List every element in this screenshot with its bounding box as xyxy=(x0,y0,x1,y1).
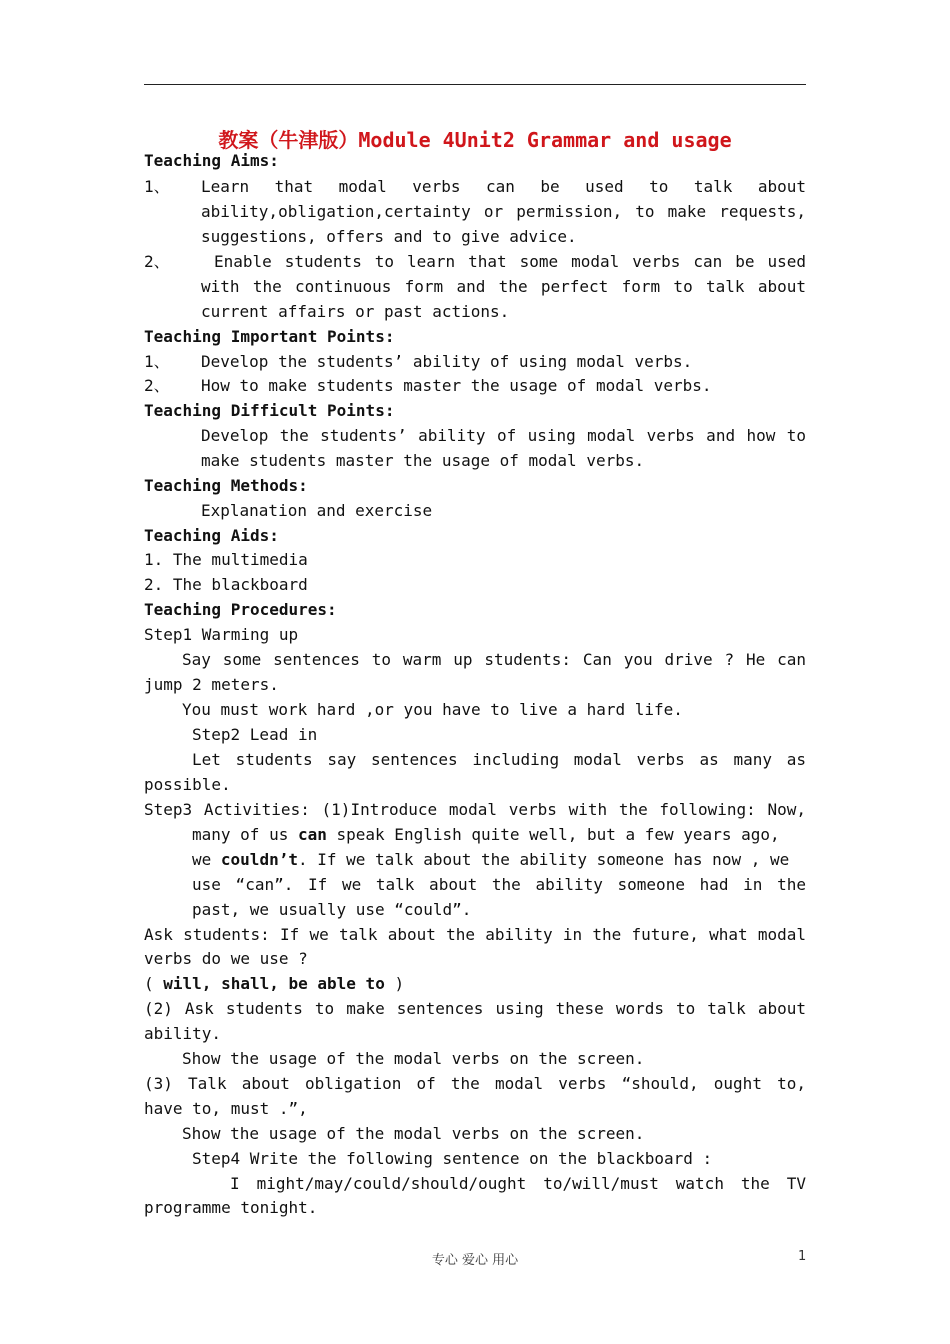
step3-line-1: Step3 Activities: (1)Introduce modal verbs with the following: Now, xyxy=(144,800,806,819)
step2-line-2: possible. xyxy=(144,775,231,794)
step3-line-5: past, we usually use “could”. xyxy=(192,900,472,919)
step3-line-3-a: we xyxy=(192,850,221,869)
part3-line-2: have to, must .”, xyxy=(144,1099,308,1118)
aims-item-2-number: 2、 xyxy=(144,252,170,271)
difficult-line-1: Develop the students’ ability of using modal verbs and how to xyxy=(201,426,806,445)
modal-can: can xyxy=(297,825,327,844)
aims-item-2-line-3: current affairs or past actions. xyxy=(201,302,510,321)
important-item-1-number: 1、 xyxy=(144,352,170,371)
ask-line-2: verbs do we use ? xyxy=(144,949,308,968)
difficult-heading: Teaching Difficult Points: xyxy=(144,401,395,420)
aids-item-2: 2. The blackboard xyxy=(144,575,308,594)
important-item-2-number: 2、 xyxy=(144,376,170,395)
aims-item-1-number: 1、 xyxy=(144,177,170,196)
aims-heading: Teaching Aims: xyxy=(144,151,279,170)
ask-answer-words: will, shall, be able to xyxy=(163,974,385,993)
methods-text: Explanation and exercise xyxy=(201,501,433,520)
footer-motto: 专心 爱心 用心 xyxy=(431,1253,519,1268)
aims-item-2-line-2: with the continuous form and the perfect form to talk about xyxy=(201,277,806,296)
ask-answer xyxy=(144,974,404,994)
important-item-1-text: Develop the students’ ability of using modal verbs. xyxy=(201,352,693,371)
aids-heading: Teaching Aids: xyxy=(144,526,279,545)
aims-item-1-line-2: ability,obligation,certainty or permission, to make requests, xyxy=(201,202,806,221)
aims-item-1-line-1: Learn that modal verbs can be used to talk about xyxy=(201,177,806,196)
procedures-heading: Teaching Procedures: xyxy=(144,600,337,619)
step3-line-3-c: . If we talk about the ability someone has now , we xyxy=(297,850,790,869)
methods-heading: Teaching Methods: xyxy=(144,476,308,495)
part2-line-1: (2) Ask students to make sentences using these words to talk about xyxy=(144,999,806,1018)
ask-answer-open: ( xyxy=(144,974,164,993)
step3-line-3 xyxy=(192,850,806,870)
part3-line-3: Show the usage of the modal verbs on the screen. xyxy=(182,1124,645,1143)
ask-line-1: Ask students: If we talk about the ability in the future, what modal xyxy=(144,925,806,944)
important-heading: Teaching Important Points: xyxy=(144,327,395,346)
important-item-2-text: How to make students master the usage of modal verbs. xyxy=(201,376,712,395)
ask-answer-close: ) xyxy=(384,974,405,993)
modal-couldnt: couldn’t xyxy=(220,850,298,869)
step4-line-1: I might/may/could/should/ought to/will/must watch the TV xyxy=(230,1174,806,1193)
step2-heading: Step2 Lead in xyxy=(192,725,318,744)
part3-line-1: (3) Talk about obligation of the modal verbs “should, ought to, xyxy=(144,1074,806,1093)
step2-line-1: Let students say sentences including modal verbs as many as xyxy=(192,750,806,769)
difficult-line-2: make students master the usage of modal verbs. xyxy=(201,451,645,470)
step3-line-4: use “can”. If we talk about the ability someone had in the xyxy=(192,875,806,894)
part2-line-2: ability. xyxy=(144,1024,222,1043)
aims-item-2-line-1: Enable students to learn that some modal verbs can be used xyxy=(214,252,806,271)
step1-heading: Step1 Warming up xyxy=(144,625,299,644)
step1-line-3: You must work hard ,or you have to live a hard life. xyxy=(182,700,683,719)
document-title: 教案（牛津版）Module 4Unit2 Grammar and usage xyxy=(218,128,732,152)
step4-line-2: programme tonight. xyxy=(144,1198,318,1217)
part2-line-3: Show the usage of the modal verbs on the screen. xyxy=(182,1049,645,1068)
step1-line-1: Say some sentences to warm up students: Can you drive ? He can xyxy=(182,650,806,669)
page-number: 1 xyxy=(798,1249,807,1264)
aids-item-1: 1. The multimedia xyxy=(144,550,308,569)
aims-item-1-line-3: suggestions, offers and to give advice. xyxy=(201,227,577,246)
header-rule xyxy=(144,84,806,85)
step3-line-2 xyxy=(192,825,806,845)
step1-line-2: jump 2 meters. xyxy=(144,675,279,694)
step4-heading: Step4 Write the following sentence on the blackboard : xyxy=(192,1149,713,1168)
step3-line-2-c: speak English quite well, but a few years ago, xyxy=(326,825,780,844)
step3-line-2-a: many of us xyxy=(192,825,298,844)
